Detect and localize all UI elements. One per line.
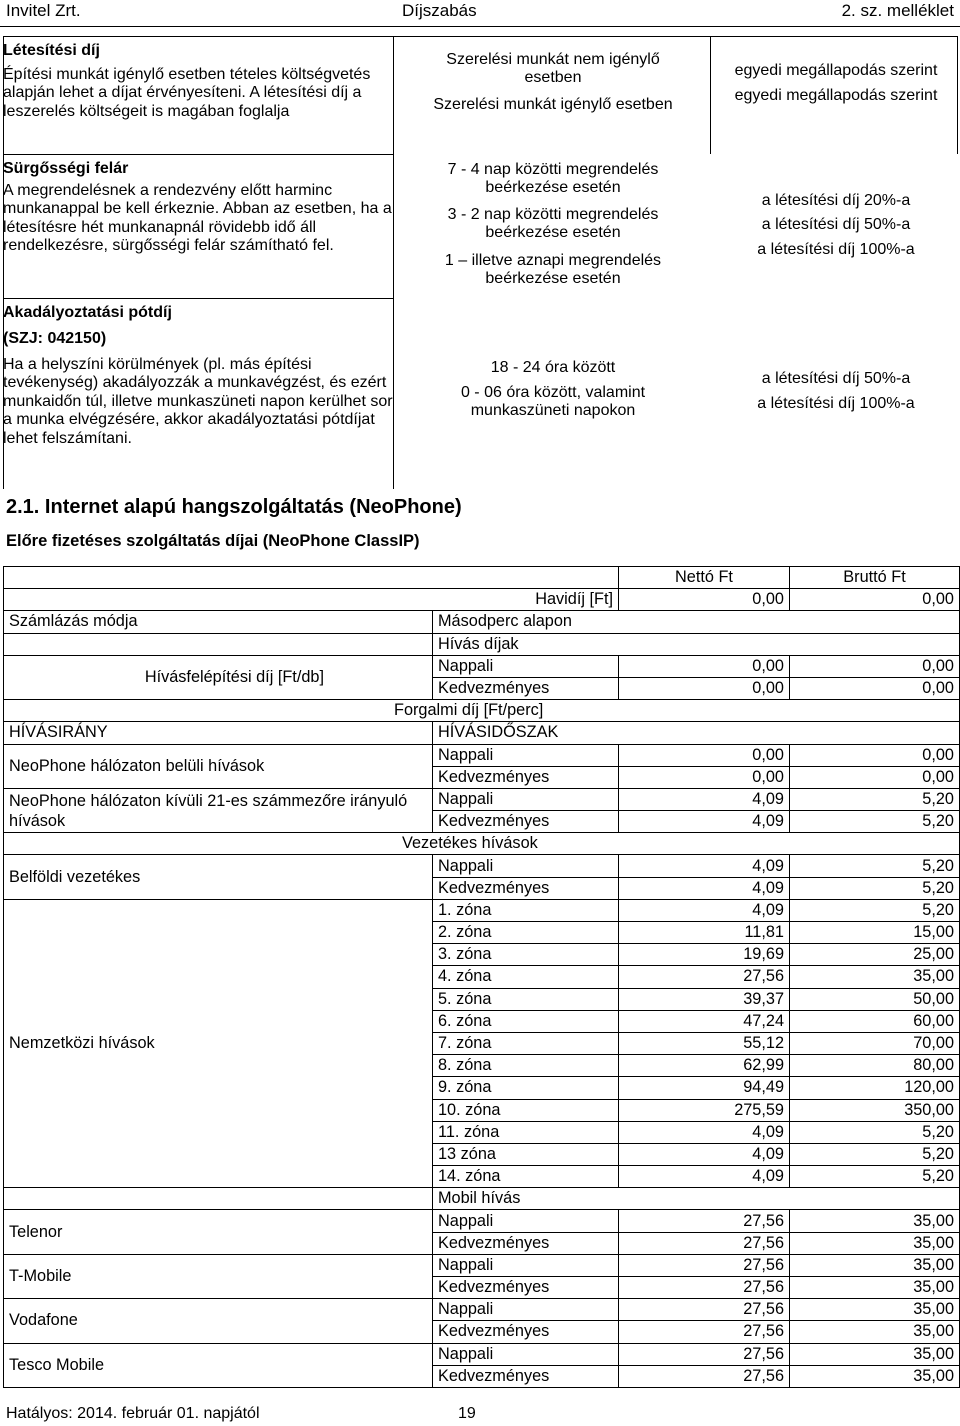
price-brutto: 0,00 (790, 655, 960, 677)
zone-label: 5. zóna (433, 988, 619, 1010)
price-netto: 4,09 (619, 1166, 790, 1188)
price-netto: 27,56 (619, 1299, 790, 1321)
table-row (4, 589, 960, 611)
price-netto: 4,09 (619, 855, 790, 877)
price-brutto: 5,20 (790, 877, 960, 899)
price-netto: 55,12 (619, 1032, 790, 1054)
price-brutto: 0,00 (790, 677, 960, 699)
page-header (0, 0, 960, 26)
price-netto: 0,00 (619, 744, 790, 766)
akadalyoztatasi-right2: a létesítési díj 100%-a (757, 395, 915, 412)
price-brutto: 35,00 (790, 1321, 960, 1343)
hivasfelepitesi-label: Hívásfelépítési díj [Ft/db] (4, 655, 433, 699)
vodafone-label: Vodafone (4, 1299, 433, 1343)
section-title: 2.1. Internet alapú hangszolgáltatás (NeoPhone) (6, 496, 462, 518)
letesitesi-right1: egyedi megállapodás szerint (734, 62, 938, 79)
surgossegi-mid2: 3 - 2 nap közötti megrendelés beérkezése esetén (447, 206, 659, 242)
akadalyoztatasi-title: Akadályoztatási pótdíj (3, 304, 172, 321)
havidij-label: Havidíj [Ft] (4, 589, 619, 611)
price-brutto: 70,00 (790, 1032, 960, 1054)
price-netto: 27,56 (619, 1232, 790, 1254)
table-row (4, 788, 960, 810)
price-netto: 27,56 (619, 966, 790, 988)
zone-label: 4. zóna (433, 966, 619, 988)
price-brutto: 35,00 (790, 1365, 960, 1387)
table-row (4, 1254, 960, 1276)
surgossegi-right1: a létesítési díj 20%-a (761, 192, 911, 209)
price-netto: 27,56 (619, 1210, 790, 1232)
hivasirany-label: HÍVÁSIRÁNY (4, 722, 433, 744)
period-label: Nappali (433, 1343, 619, 1365)
price-netto: 4,09 (619, 1121, 790, 1143)
akadalyoztatasi-szj: (SZJ: 042150) (3, 330, 107, 347)
vezetekes-label: Vezetékes hívások (4, 833, 960, 855)
header-divider (0, 26, 960, 27)
price-netto: 27,56 (619, 1365, 790, 1387)
surgossegi-right2: a létesítési díj 50%-a (761, 216, 911, 233)
masodperc-label: Másodperc alapon (433, 611, 960, 633)
price-brutto: 15,00 (790, 922, 960, 944)
akadalyoztatasi-mid2: 0 - 06 óra között, valamint munkaszüneti napokon (460, 384, 646, 420)
header-company: Invitel Zrt. (6, 1, 81, 20)
footer-page-number: 19 (458, 1405, 476, 1422)
havidij-brutto: 0,00 (790, 589, 960, 611)
price-brutto: 35,00 (790, 1299, 960, 1321)
table-row (4, 1343, 960, 1365)
akadalyoztatasi-right1: a létesítési díj 50%-a (761, 370, 911, 387)
table-row (4, 722, 960, 744)
mobil-label: Mobil hívás (433, 1188, 960, 1210)
zone-label: 1. zóna (433, 899, 619, 921)
price-brutto: 25,00 (790, 944, 960, 966)
price-netto: 62,99 (619, 1055, 790, 1077)
surgossegi-mid1: 7 - 4 nap közötti megrendelés beérkezése esetén (447, 161, 659, 197)
price-brutto: 80,00 (790, 1055, 960, 1077)
zone-label: 8. zóna (433, 1055, 619, 1077)
period-label: Nappali (433, 744, 619, 766)
price-netto: 0,00 (619, 766, 790, 788)
price-netto: 27,56 (619, 1277, 790, 1299)
price-table (3, 566, 960, 1388)
letesitesi-mid2: Szerelési munkát igénylő esetben (433, 96, 673, 113)
price-netto: 27,56 (619, 1254, 790, 1276)
surgossegi-right3: a létesítési díj 100%-a (757, 241, 915, 258)
table-row (4, 833, 960, 855)
period-label: Kedvezményes (433, 811, 619, 833)
letesitesi-title: Létesítési díj (3, 42, 100, 59)
letesitesi-right2: egyedi megállapodás szerint (734, 87, 938, 104)
table-row (4, 567, 960, 589)
zone-label: 7. zóna (433, 1032, 619, 1054)
letesitesi-mid1: Szerelési munkát nem igénylő esetben (446, 51, 660, 87)
hivasidoszak-label: HÍVÁSIDŐSZAK (433, 722, 960, 744)
zone-label: 10. zóna (433, 1099, 619, 1121)
price-netto: 4,09 (619, 788, 790, 810)
footer-effective-date: Hatályos: 2014. február 01. napjától (6, 1405, 260, 1422)
price-netto: 19,69 (619, 944, 790, 966)
price-brutto: 35,00 (790, 966, 960, 988)
period-label: Kedvezményes (433, 1321, 619, 1343)
zone-label: 2. zóna (433, 922, 619, 944)
surgossegi-text: A megrendelésnek a rendezvény előtt harminc munkanappal be kell érkeznie. Abban az esetben, ha a létesítésre hét munkanapnál rövidebb idő áll rendelkezésre, sürgősségi felár számítható fel. (3, 182, 392, 255)
brutto-header: Bruttó Ft (790, 567, 960, 589)
table-row (4, 633, 960, 655)
period-label: Kedvezményes (433, 1365, 619, 1387)
zone-label: 13 zóna (433, 1143, 619, 1165)
zone-label: 3. zóna (433, 944, 619, 966)
price-netto: 275,59 (619, 1099, 790, 1121)
zone-label: 14. zóna (433, 1166, 619, 1188)
section-subtitle: Előre fizetéses szolgáltatás díjai (NeoPhone ClassIP) (6, 532, 420, 550)
price-brutto: 5,20 (790, 1166, 960, 1188)
price-netto: 47,24 (619, 1010, 790, 1032)
table-row (4, 744, 960, 766)
akadalyoztatasi-mid1: 18 - 24 óra között (490, 359, 616, 376)
price-brutto: 5,20 (790, 1143, 960, 1165)
forgalmi-label: Forgalmi díj [Ft/perc] (4, 700, 960, 722)
price-brutto: 5,20 (790, 811, 960, 833)
akadalyoztatasi-text: Ha a helyszíni körülmények (pl. más építési tevékenység) akadályozzák a munkavégzést, és ezért munkaidőn túl, illetve munkaszüneti napon kerülhet sor a munka elvégzésére, akkor akadályoztatási pótdíjat lehet felszámítani. (3, 356, 393, 447)
letesitesi-text: Építési munkát igénylő esetben tételes költségvetés alapján lehet a díjat érvényesíteni. A létesítési díj a leszerelés költségeit is magában foglalja (3, 66, 371, 120)
price-brutto: 350,00 (790, 1099, 960, 1121)
price-brutto: 5,20 (790, 899, 960, 921)
belfoldi-label: Belföldi vezetékes (4, 855, 433, 899)
telenor-label: Telenor (4, 1210, 433, 1254)
price-netto: 39,37 (619, 988, 790, 1010)
price-brutto: 50,00 (790, 988, 960, 1010)
table-row (4, 611, 960, 633)
price-netto: 4,09 (619, 811, 790, 833)
surgossegi-title: Sürgősségi felár (3, 160, 129, 177)
zone-label: 6. zóna (433, 1010, 619, 1032)
price-netto: 0,00 (619, 677, 790, 699)
period-label: Kedvezményes (433, 1277, 619, 1299)
zone-label: 9. zóna (433, 1077, 619, 1099)
period-label: Nappali (433, 1210, 619, 1232)
price-netto: 11,81 (619, 922, 790, 944)
price-brutto: 0,00 (790, 744, 960, 766)
havidij-netto: 0,00 (619, 589, 790, 611)
period-label: Nappali (433, 788, 619, 810)
price-netto: 27,56 (619, 1343, 790, 1365)
zone-label: 11. zóna (433, 1121, 619, 1143)
tesco-label: Tesco Mobile (4, 1343, 433, 1387)
price-netto: 27,56 (619, 1321, 790, 1343)
price-netto: 94,49 (619, 1077, 790, 1099)
header-title: Díjszabás (402, 1, 477, 20)
header-annex: 2. sz. melléklet (841, 1, 954, 20)
price-netto: 0,00 (619, 655, 790, 677)
price-netto: 4,09 (619, 899, 790, 921)
table-row (4, 700, 960, 722)
price-brutto: 0,00 (790, 766, 960, 788)
table-row (4, 1299, 960, 1321)
price-brutto: 35,00 (790, 1232, 960, 1254)
period-label: Kedvezményes (433, 877, 619, 899)
price-brutto: 60,00 (790, 1010, 960, 1032)
price-brutto: 35,00 (790, 1277, 960, 1299)
neo-beluli-label: NeoPhone hálózaton belüli hívások (4, 744, 433, 788)
price-brutto: 35,00 (790, 1210, 960, 1232)
table-row (4, 855, 960, 877)
period-label: Nappali (433, 855, 619, 877)
hivas-dijak-label: Hívás díjak (433, 633, 960, 655)
table-row (4, 1188, 960, 1210)
table-row (4, 899, 960, 921)
tmobile-label: T-Mobile (4, 1254, 433, 1298)
nemzetkozi-label: Nemzetközi hívások (4, 899, 433, 1187)
surgossegi-mid3: 1 – illetve aznapi megrendelés beérkezése esetén (444, 252, 662, 288)
period-label: Kedvezményes (433, 677, 619, 699)
neo-kivuli-label: NeoPhone hálózaton kívüli 21-es számmezőre irányuló hívások (4, 788, 433, 832)
price-brutto: 35,00 (790, 1254, 960, 1276)
netto-header: Nettó Ft (619, 567, 790, 589)
price-brutto: 5,20 (790, 1121, 960, 1143)
table-row (4, 655, 960, 677)
period-label: Nappali (433, 1254, 619, 1276)
szamlazas-label: Számlázás módja (4, 611, 433, 633)
price-netto: 4,09 (619, 877, 790, 899)
period-label: Kedvezményes (433, 766, 619, 788)
price-brutto: 5,20 (790, 855, 960, 877)
price-brutto: 35,00 (790, 1343, 960, 1365)
period-label: Nappali (433, 655, 619, 677)
table-row (4, 1210, 960, 1232)
price-brutto: 5,20 (790, 788, 960, 810)
period-label: Nappali (433, 1299, 619, 1321)
period-label: Kedvezményes (433, 1232, 619, 1254)
price-brutto: 120,00 (790, 1077, 960, 1099)
price-netto: 4,09 (619, 1143, 790, 1165)
